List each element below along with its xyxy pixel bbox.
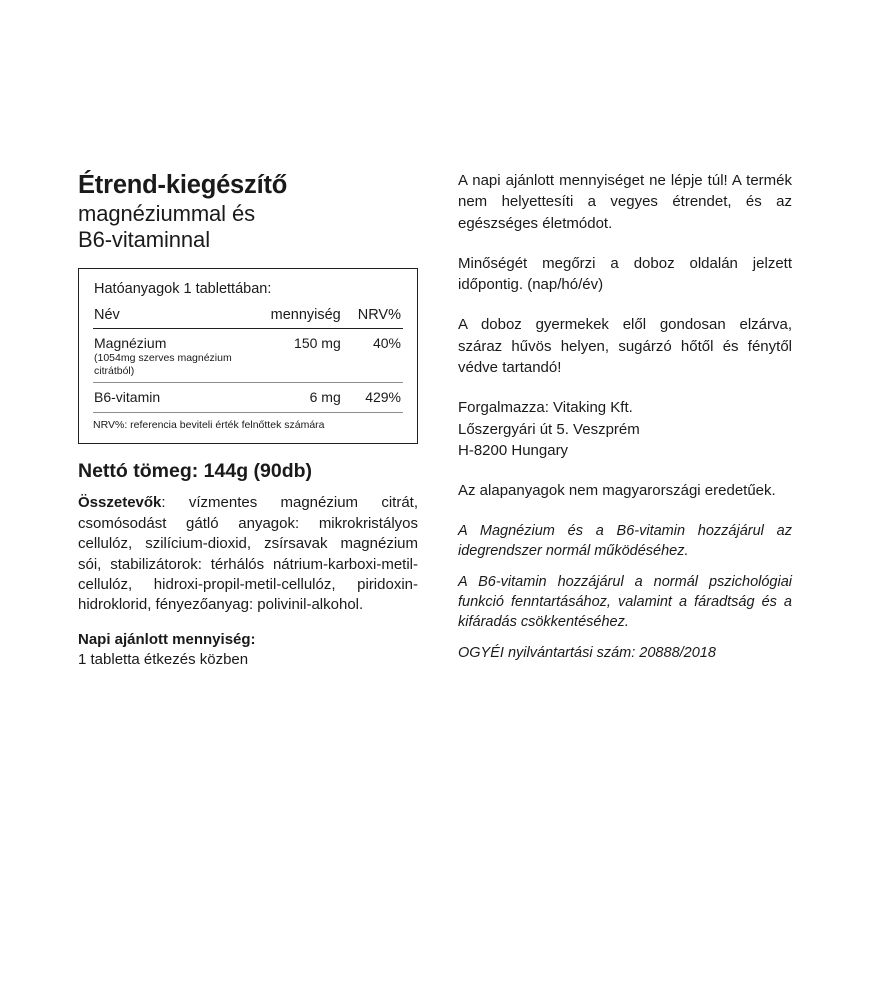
- label-left-column: [78, 170, 418, 671]
- health-claim-2: A B6-vitamin hozzájárul a normál pszichológiai funkció fenntartásához, valamint a fáradtság és a kifáradás csökkentéséhez.: [458, 573, 792, 630]
- ingredients-paragraph: [78, 493, 418, 615]
- daily-dose-text: 1 tabletta étkezés közben: [78, 651, 249, 669]
- best-before-note: Minőségét megőrzi a doboz oldalán jelzett időpontig. (nap/hó/év): [458, 254, 792, 294]
- page-subtitle-line2: B6-vitaminnal: [78, 227, 210, 253]
- column-header-amount: mennyiség: [270, 307, 357, 329]
- distributor-postal: H-8200 Hungary: [458, 441, 569, 459]
- page-subtitle-line1: magnéziummal és: [78, 201, 256, 227]
- distributor-name: Forgalmazza: Vitaking Kft.: [458, 399, 633, 417]
- nutrition-heading: Hatóanyagok 1 tablettában:: [94, 280, 272, 297]
- ingredients-label: Összetevők: [78, 494, 162, 512]
- label-right-column: [458, 170, 792, 671]
- column-header-nrv: NRV%: [357, 307, 403, 329]
- product-label: [78, 170, 792, 671]
- page-title: Étrend-kiegészítő: [78, 171, 288, 199]
- nutrient-name: B6-vitamin: [94, 389, 161, 406]
- nutrient-nrv: 40%: [357, 329, 403, 383]
- nutrient-amount: 6 mg: [309, 389, 341, 406]
- distributor-street: Lőszergyári út 5. Veszprém: [458, 420, 640, 438]
- health-claim-1: A Magnézium és a B6-vitamin hozzájárul az idegrendszer normál működéséhez.: [458, 522, 792, 559]
- nrv-footnote: NRV%: referencia beviteli érték felnőttek számára: [93, 412, 403, 433]
- overdose-warning: A napi ajánlott mennyiséget ne lépje túl! A termék nem helyettesíti a vegyes étrendet, és az egészséges életmódot.: [458, 172, 792, 232]
- net-weight: Nettó tömeg: 144g (90db): [78, 460, 313, 483]
- nutrient-name-cell: [93, 329, 270, 383]
- registration-number: OGYÉI nyilvántartási szám: 20888/2018: [458, 644, 716, 661]
- daily-dose-heading: Napi ajánlott mennyiség:: [78, 630, 256, 648]
- ingredients-text: : vízmentes magnézium citrát, csomósodást gátló anyagok: mikrokristályos cellulóz, szilícium-dioxid, zsírsavak magnézium sói, stabilizátorok: térhálós nátrium-karboxi-metil-cellulóz, hidroxi-propil-metil-cellulóz, piridoxin-hidroklorid, fényezőanyag: polivinil-alkohol.: [78, 494, 418, 614]
- nutrition-table-box: [78, 268, 418, 444]
- storage-warning: A doboz gyermekek elől gondosan elzárva, száraz hűvös helyen, sugárzó hőtől és fénytől védve tartandó!: [458, 316, 792, 377]
- table-row: [93, 383, 403, 408]
- origin-note: Az alapanyagok nem magyarországi eredetűek.: [458, 482, 776, 500]
- table-header-row: [93, 307, 403, 329]
- distributor-block: [458, 397, 792, 461]
- nutrient-source-note: (1054mg szerves magnézium citrátból): [94, 352, 232, 377]
- nutrient-name: Magnézium: [94, 335, 167, 352]
- page-subtitle: [78, 201, 418, 254]
- nutrient-amount: 150 mg: [270, 329, 357, 383]
- column-header-name: Név: [93, 307, 270, 329]
- table-row: [93, 329, 403, 383]
- nutrition-table: [93, 307, 403, 407]
- nutrient-nrv: 429%: [365, 389, 401, 406]
